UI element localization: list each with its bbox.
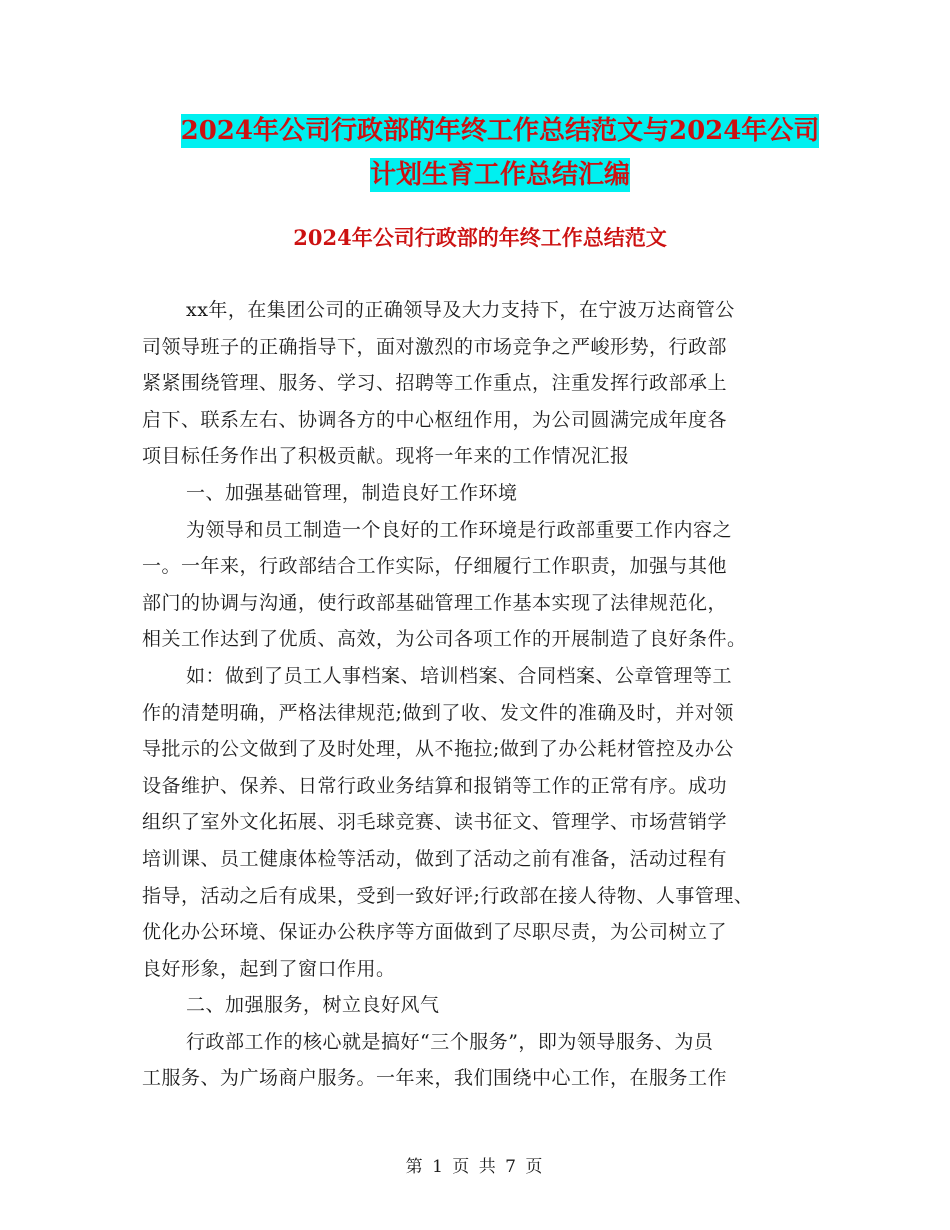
paragraph-line: xx年，在集团公司的正确领导及大力支持下，在宁波万达商管公: [186, 299, 735, 321]
section-heading: 一、加强基础管理，制造良好工作环境: [186, 481, 518, 504]
paragraph-line: 优化办公环境、保证办公秩序等方面做到了尽职尽责，为公司树立了: [142, 921, 728, 944]
section-title: 2024年公司行政部的年终工作总结范文: [293, 225, 667, 250]
paragraph-line: 相关工作达到了优质、高效，为公司各项工作的开展制造了良好条件。: [142, 628, 747, 651]
paragraph-line: 司领导班子的正确指导下，面对激烈的市场竞争之严峻形势，行政部: [142, 335, 728, 358]
paragraph-line: 部门的协调与沟通，使行政部基础管理工作基本实现了法律规范化，: [142, 591, 728, 614]
paragraph-line: 指导，活动之后有成果，受到一致好评;行政部在接人待物、人事管理、: [142, 884, 754, 907]
paragraph-line: 紧紧围绕管理、服务、学习、招聘等工作重点，注重发挥行政部承上: [142, 372, 728, 395]
title-highlight: 2024年公司行政部的年终工作总结范文与2024年公司: [180, 116, 820, 146]
paragraph-line: 培训课、员工健康体检等活动，做到了活动之前有准备，活动过程有: [142, 847, 728, 870]
document-title-line-2: [140, 152, 860, 198]
paragraph-line: 工服务、为广场商户服务。一年来，我们围绕中心工作，在服务工作: [142, 1067, 728, 1090]
title-highlight: 计划生育工作总结汇编: [369, 160, 630, 190]
paragraph-line: 良好形象，起到了窗口作用。: [142, 957, 396, 980]
paragraph-line: 作的清楚明确，严格法律规范;做到了收、发文件的准确及时，并对领: [142, 701, 734, 724]
paragraph-line: 导批示的公文做到了及时处理，从不拖拉;做到了办公耗材管控及办公: [142, 738, 734, 761]
paragraph-line: 如：做到了员工人事档案、培训档案、合同档案、公章管理等工: [186, 664, 733, 687]
paragraph-line: 组织了室外文化拓展、羽毛球竞赛、读书征文、管理学、市场营销学: [142, 811, 728, 834]
paragraph-line: 设备维护、保养、日常行政业务结算和报销等工作的正常有序。成功: [142, 774, 728, 797]
body-text: [142, 292, 822, 1097]
section-heading: 二、加强服务，树立良好风气: [186, 994, 440, 1017]
document-title-line-1: [140, 108, 860, 154]
paragraph-line: 行政部工作的核心就是搞好“三个服务”，即为领导服务、为员: [186, 1030, 714, 1053]
paragraph-line: 启下、联系左右、协调各方的中心枢纽作用，为公司圆满完成年度各: [142, 408, 728, 431]
paragraph-line: 一。一年来，行政部结合工作实际，仔细履行工作职责，加强与其他: [142, 555, 728, 578]
paragraph-line: 项目标任务作出了积极贡献。现将一年来的工作情况汇报: [142, 445, 630, 468]
page-footer: 第 1 页 共 7 页: [405, 1157, 545, 1177]
paragraph-line: 为领导和员工制造一个良好的工作环境是行政部重要工作内容之: [186, 518, 733, 541]
